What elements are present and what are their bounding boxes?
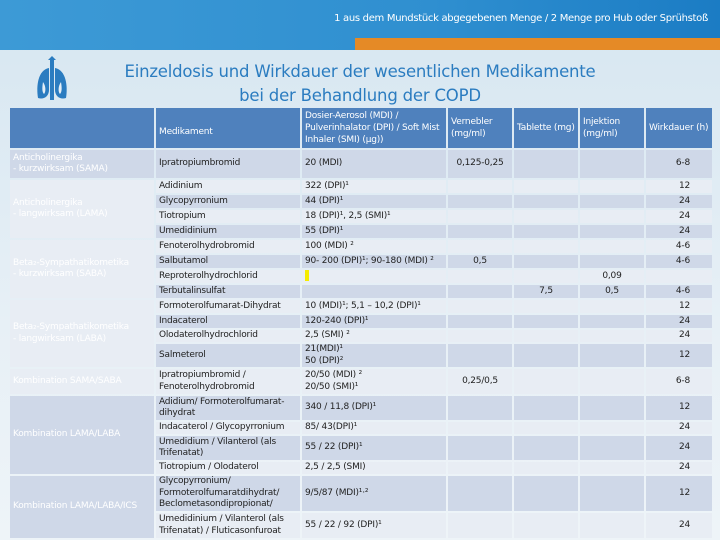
dose-injection: [580, 150, 644, 178]
dose-tablet: [514, 396, 578, 420]
dose-inhaler: 21(MDI)¹ 50 (DPI)²: [302, 344, 446, 367]
dose-inhaler: 322 (DPI)¹: [302, 180, 446, 193]
dose-nebulizer: [448, 315, 512, 328]
accent-bar: [355, 38, 720, 50]
dose-injection: [580, 396, 644, 420]
duration: 4-6: [646, 255, 712, 268]
medication-name: Adidinium: [156, 180, 300, 193]
dose-tablet: [514, 195, 578, 208]
lung-logo-icon: [34, 56, 70, 102]
dose-injection: [580, 255, 644, 268]
duration: 24: [646, 422, 712, 434]
dose-inhaler: 9/5/87 (MDI)¹·²: [302, 476, 446, 511]
table-header: [10, 108, 712, 148]
medication-name: Salmeterol: [156, 344, 300, 367]
dose-tablet: [514, 369, 578, 394]
header-vernebler: Vernebler (mg/ml): [448, 108, 512, 148]
dose-nebulizer: [448, 180, 512, 193]
duration: 12: [646, 344, 712, 367]
dose-inhaler: [302, 285, 446, 298]
dose-tablet: [514, 255, 578, 268]
dose-injection: [580, 369, 644, 394]
duration: 24: [646, 210, 712, 223]
dose-nebulizer: [448, 285, 512, 298]
group-label: Beta₂-Sympathatikometika - langwirksam (LABA): [10, 300, 154, 367]
duration: 24: [646, 315, 712, 328]
medication-name: Indacaterol / Glycopyrronium: [156, 422, 300, 434]
header-injektion: Injektion (mg/ml): [580, 108, 644, 148]
dose-inhaler: 90- 200 (DPI)¹; 90-180 (MDI) ²: [302, 255, 446, 268]
highlight-marker: [305, 270, 309, 281]
table-row: [10, 240, 712, 253]
header-dosier: Dosier-Aerosol (MDI) / Pulverinhalator (DPI) / Soft Mist Inhaler (SMI) (µg)): [302, 108, 446, 148]
dose-tablet: [514, 180, 578, 193]
duration: 24: [646, 436, 712, 460]
dose-tablet: [514, 513, 578, 538]
dose-inhaler: 10 (MDI)¹; 5,1 – 10,2 (DPI)¹: [302, 300, 446, 313]
dose-injection: [580, 476, 644, 511]
dose-tablet: [514, 462, 578, 474]
dose-injection: [580, 422, 644, 434]
table-row: [10, 396, 712, 420]
medication-name: Fenoterolhydrobromid: [156, 240, 300, 253]
dose-inhaler: [302, 270, 446, 283]
duration: 24: [646, 330, 712, 342]
footnote: 1 aus dem Mundstück abgegebenen Menge / 2 Menge pro Hub oder Sprühstoß: [334, 13, 708, 24]
dose-injection: [580, 240, 644, 253]
medication-name: Salbutamol: [156, 255, 300, 268]
table-row: [10, 180, 712, 193]
title-line-1: Einzeldosis und Wirkdauer der wesentlichen Medikamente: [124, 62, 596, 81]
dose-inhaler: 55 / 22 (DPI)¹: [302, 436, 446, 460]
medication-name: Formoterolfumarat-Dihydrat: [156, 300, 300, 313]
dose-tablet: [514, 150, 578, 178]
header-group: [10, 108, 154, 148]
medication-name: Tiotropium / Olodaterol: [156, 462, 300, 474]
group-label: Anticholinergika - langwirksam (LAMA): [10, 180, 154, 238]
dose-inhaler: 55 (DPI)¹: [302, 225, 446, 238]
dose-injection: [580, 315, 644, 328]
dose-tablet: [514, 300, 578, 313]
dose-inhaler: 100 (MDI) ²: [302, 240, 446, 253]
dose-nebulizer: [448, 476, 512, 511]
dose-injection: [580, 513, 644, 538]
dose-tablet: [514, 210, 578, 223]
page-title: [100, 60, 620, 108]
group-label: Kombination LAMA/LABA/ICS: [10, 476, 154, 538]
dose-nebulizer: [448, 422, 512, 434]
duration: 12: [646, 300, 712, 313]
dose-nebulizer: [448, 240, 512, 253]
dose-injection: [580, 462, 644, 474]
dose-tablet: [514, 225, 578, 238]
dose-inhaler: 18 (DPI)¹, 2,5 (SMI)¹: [302, 210, 446, 223]
dose-nebulizer: 0,25/0,5: [448, 369, 512, 394]
dose-tablet: [514, 436, 578, 460]
header-wirkdauer: Wirkdauer (h): [646, 108, 712, 148]
header-tablette: Tablette (mg): [514, 108, 578, 148]
dose-nebulizer: [448, 300, 512, 313]
duration: 12: [646, 476, 712, 511]
duration: 24: [646, 195, 712, 208]
header-medikament: Medikament: [156, 108, 300, 148]
table-row: [10, 150, 712, 178]
dose-inhaler: 20/50 (MDI) ² 20/50 (SMI)¹: [302, 369, 446, 394]
dose-tablet: [514, 344, 578, 367]
dose-nebulizer: 0,125-0,25: [448, 150, 512, 178]
duration: 24: [646, 462, 712, 474]
medication-name: Olodaterolhydrochlorid: [156, 330, 300, 342]
group-label: Beta₂-Sympathatikometika - kurzwirksam (SABA): [10, 240, 154, 298]
medication-name: Indacaterol: [156, 315, 300, 328]
medication-name: Reproterolhydrochlorid: [156, 270, 300, 283]
medication-name: Glycopyrronium/ Formoterolfumaratdihydrat/ Beclometasondipropionat/: [156, 476, 300, 511]
dose-nebulizer: [448, 396, 512, 420]
duration: [646, 270, 712, 283]
dose-injection: [580, 344, 644, 367]
dose-nebulizer: [448, 462, 512, 474]
table-row: [10, 476, 712, 511]
duration: 4-6: [646, 240, 712, 253]
duration: 12: [646, 180, 712, 193]
medication-table: [8, 106, 714, 540]
duration: 24: [646, 225, 712, 238]
medication-name: Umedidium / Vilanterol (als Trifenatat): [156, 436, 300, 460]
dose-tablet: [514, 270, 578, 283]
table-row: [10, 369, 712, 394]
medication-name: Adidium/ Formoterolfumarat- dihydrat: [156, 396, 300, 420]
dose-nebulizer: [448, 270, 512, 283]
dose-inhaler: 2,5 (SMI) ²: [302, 330, 446, 342]
medication-name: Ipratropiumbromid: [156, 150, 300, 178]
dose-nebulizer: [448, 210, 512, 223]
dose-nebulizer: 0,5: [448, 255, 512, 268]
dose-nebulizer: [448, 225, 512, 238]
dose-tablet: [514, 240, 578, 253]
medication-name: Glycopyrronium: [156, 195, 300, 208]
dose-tablet: [514, 476, 578, 511]
dose-nebulizer: [448, 330, 512, 342]
dose-injection: [580, 210, 644, 223]
duration: 6-8: [646, 369, 712, 394]
dose-nebulizer: [448, 513, 512, 538]
group-label: Kombination SAMA/SABA: [10, 369, 154, 394]
medication-name: Terbutalinsulfat: [156, 285, 300, 298]
dose-inhaler: 340 / 11,8 (DPI)¹: [302, 396, 446, 420]
dose-nebulizer: [448, 436, 512, 460]
group-label: Anticholinergika - kurzwirksam (SAMA): [10, 150, 154, 178]
medication-name: Ipratropiumbromid / Fenoterolhydrobromid: [156, 369, 300, 394]
dose-tablet: [514, 330, 578, 342]
duration: 12: [646, 396, 712, 420]
duration: 24: [646, 513, 712, 538]
dose-inhaler: 85/ 43(DPI)¹: [302, 422, 446, 434]
duration: 4-6: [646, 285, 712, 298]
dose-injection: [580, 195, 644, 208]
group-label: Kombination LAMA/LABA: [10, 396, 154, 474]
table-row: [10, 300, 712, 313]
dose-injection: 0,5: [580, 285, 644, 298]
medication-name: Tiotropium: [156, 210, 300, 223]
dose-inhaler: 120-240 (DPI)¹: [302, 315, 446, 328]
dose-injection: [580, 225, 644, 238]
dose-injection: [580, 436, 644, 460]
title-line-2: bei der Behandlung der COPD: [239, 86, 481, 105]
dose-injection: [580, 180, 644, 193]
dose-tablet: [514, 422, 578, 434]
medication-name: Umedidinium: [156, 225, 300, 238]
dose-tablet: 7,5: [514, 285, 578, 298]
dose-injection: [580, 330, 644, 342]
dose-nebulizer: [448, 195, 512, 208]
dose-inhaler: 20 (MDI): [302, 150, 446, 178]
dose-nebulizer: [448, 344, 512, 367]
dose-injection: 0,09: [580, 270, 644, 283]
dose-inhaler: 44 (DPI)¹: [302, 195, 446, 208]
dose-inhaler: 55 / 22 / 92 (DPI)¹: [302, 513, 446, 538]
dose-injection: [580, 300, 644, 313]
dose-tablet: [514, 315, 578, 328]
dose-inhaler: 2,5 / 2,5 (SMI): [302, 462, 446, 474]
duration: 6-8: [646, 150, 712, 178]
medication-name: Umedidinium / Vilanterol (als Trifenatat) / Fluticasonfuroat: [156, 513, 300, 538]
